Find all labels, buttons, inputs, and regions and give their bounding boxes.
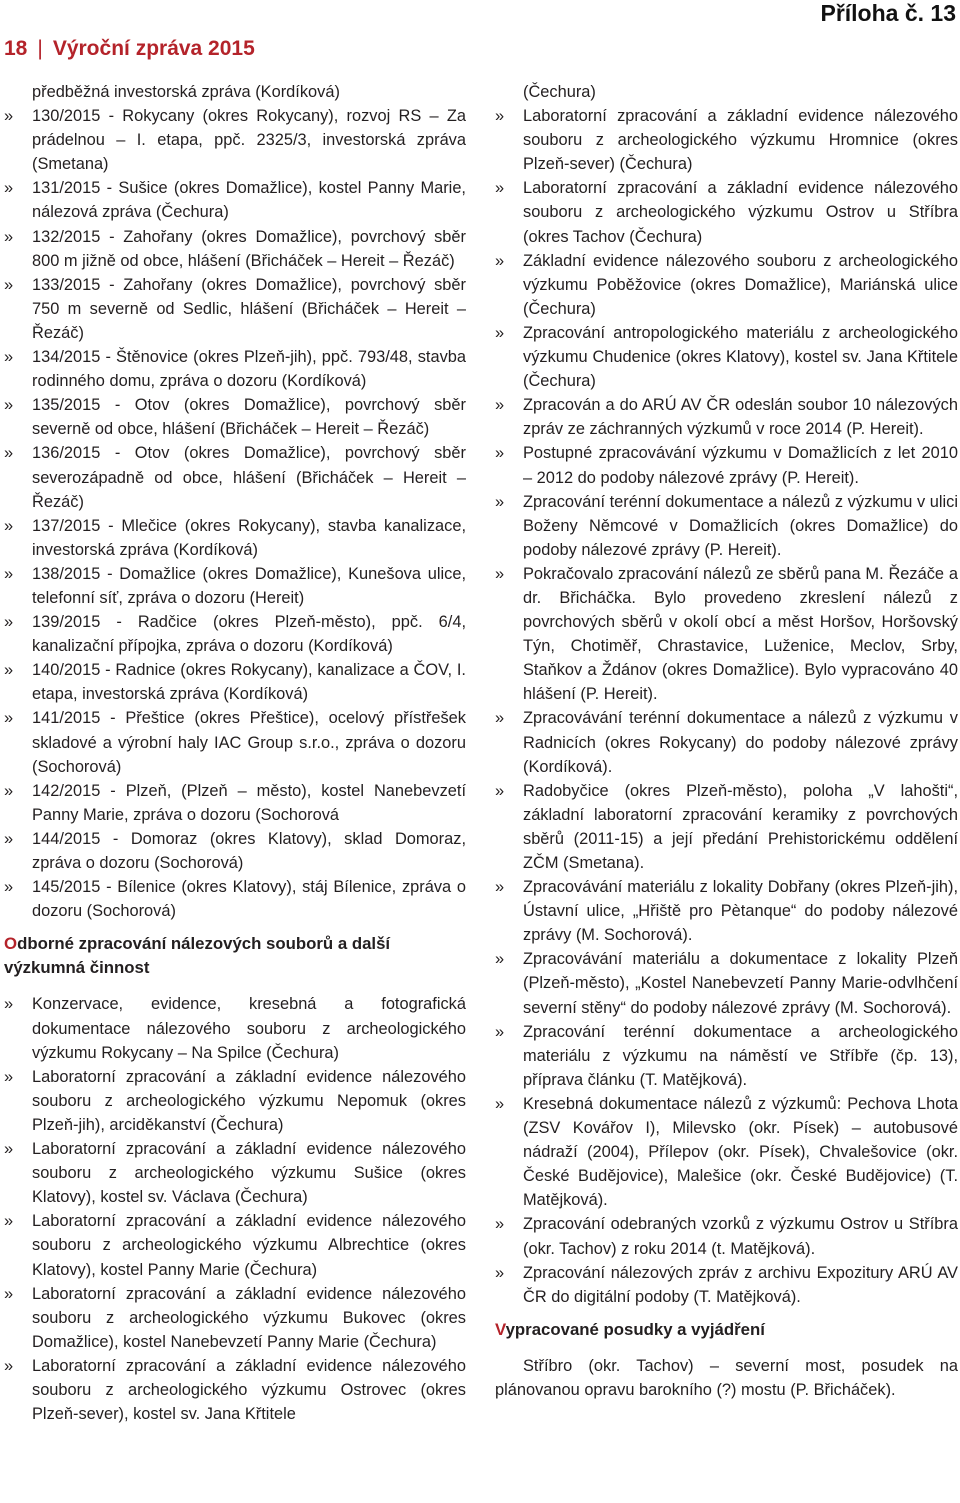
section-heading-initial: V — [495, 1319, 506, 1339]
bullet-marker: » — [4, 995, 14, 1014]
list-item: » Laboratorní zpracování a základní evidence nálezového souboru z archeologického výzkumu Bukovec (okres Domažlice), kostel Nanebevzetí Panny Marie (Čechura) — [4, 1282, 466, 1354]
bullet-marker: » — [4, 829, 14, 848]
bullet-marker: » — [495, 1094, 505, 1113]
list-item: » Postupné zpracovávání výzkumu v Domažlicích z let 2010 – 2012 do podoby nálezové zprávy (P. Hereit). — [495, 441, 958, 489]
assessment-paragraph: Stříbro (okr. Tachov) – severní most, posudek na plánovanou opravu barokního (?) mostu (P. Břicháček). — [495, 1356, 958, 1399]
bullet-marker: » — [495, 251, 505, 270]
list-item: » Zpracovávání materiálu a dokumentace z lokality Plzeň (Plzeň-město), „Kostel Nanebevzetí Panny Marie-odvlhčení severní stěny“ do podoby nálezové zprávy (M. Sochorová). — [495, 947, 958, 1019]
bullet-marker: » — [495, 179, 505, 198]
bullet-marker: » — [495, 1022, 505, 1041]
list-item: » Radobyčice (okres Plzeň-město), poloha „V lahošti“, základní laboratorní zpracování keramiky z povrchových sběrů (2011-15) a její předání Prehistorickému oddělení ZČM (Smetana). — [495, 779, 958, 875]
bullet-marker: » — [495, 396, 505, 415]
running-head — [4, 36, 255, 62]
list-item: » 145/2015 - Bílenice (okres Klatovy), stáj Bílenice, zpráva o dozoru (Sochorová) — [4, 875, 466, 923]
bullet-marker: » — [4, 396, 14, 415]
bullet-marker: » — [495, 323, 505, 342]
bullet-marker: » — [4, 179, 14, 198]
list-item: » Zpracovávání materiálu z lokality Dobřany (okres Plzeň-jih), Ústavní ulice, „Hřiště pro Pètanque“ do podoby nálezové zprávy (M. Sochorová). — [495, 875, 958, 947]
bullet-marker: » — [4, 107, 14, 126]
bullet-marker: » — [4, 781, 14, 800]
bullet-marker: » — [495, 107, 505, 126]
list-item: » 132/2015 - Zahořany (okres Domažlice), povrchový sběr 800 m jižně od obce, hlášení (Břicháček – Hereit – Řezáč) — [4, 225, 466, 273]
list-item: (Čechura) — [523, 83, 596, 101]
section-heading-initial: O — [4, 934, 18, 954]
list-item: » 140/2015 - Radnice (okres Rokycany), kanalizace a ČOV, I. etapa, investorská zpráva (Kordíková) — [4, 658, 466, 706]
list-item: » Zpracování terénní dokumentace a nálezů z výzkumu v ulici Boženy Němcové v Domažlicích (okres Domažlice) do podoby nálezové zprávy (P. Hereit). — [495, 490, 958, 562]
processing-list — [4, 992, 466, 1426]
list-item: » 137/2015 - Mlečice (okres Rokycany), stavba kanalizace, investorská zpráva (Kordíková) — [4, 514, 466, 562]
running-head-separator: | — [37, 37, 43, 60]
bullet-marker: » — [4, 1212, 14, 1231]
list-item: » 136/2015 - Otov (okres Domažlice), povrchový sběr severozápadně od obce, hlášení (Břicháček – Hereit – Řezáč) — [4, 441, 466, 513]
bullet-marker: » — [4, 878, 14, 897]
bullet-marker: » — [495, 950, 505, 969]
bullet-marker: » — [4, 444, 14, 463]
list-item: » Pokračovalo zpracování nálezů ze sběrů pana M. Řezáče a dr. Břicháčka. Bylo provedeno zkreslení nálezů z povrchových sběrů v okolí obcí a měst Horšov, Horšovský Týn, Chotiměř, Chrastavice, Luženice, Meclov, Srby, Staňkov a Ždánov (okres Domažlice). Bylo vypracováno 40 hlášení (P. Hereit). — [495, 562, 958, 707]
list-item: » 134/2015 - Štěnovice (okres Plzeň-jih), ppč. 793/48, stavba rodinného domu, zpráva o dozoru (Kordíková) — [4, 345, 466, 393]
bullet-marker: » — [4, 1140, 14, 1159]
bullet-marker: » — [495, 781, 505, 800]
bullet-marker: » — [4, 227, 14, 246]
list-item: » Laboratorní zpracování a základní evidence nálezového souboru z archeologického výzkumu Ostrovec (okres Plzeň-sever), kostel sv. Jana Křtitele — [4, 1354, 466, 1426]
list-item: » 135/2015 - Otov (okres Domažlice), povrchový sběr severně od obce, hlášení (Břicháček – Hereit – Řezáč) — [4, 393, 466, 441]
bullet-marker: » — [4, 1356, 14, 1375]
bullet-marker: » — [4, 348, 14, 367]
bullet-marker: » — [4, 661, 14, 680]
right-column — [495, 80, 958, 1402]
list-item: » 144/2015 - Domoraz (okres Klatovy), sklad Domoraz, zpráva o dozoru (Sochorová) — [4, 827, 466, 875]
list-item: » 130/2015 - Rokycany (okres Rokycany), rozvoj RS – Za prádelnou – I. etapa, ppč. 2325/3, investorská zpráva (Smetana) — [4, 104, 466, 176]
list-item: » Zpracován a do ARÚ AV ČR odeslán soubor 10 nálezových zpráv ze záchranných výzkumů v roce 2014 (P. Hereit). — [495, 393, 958, 441]
bullet-marker: » — [495, 444, 505, 463]
bullet-marker: » — [4, 275, 14, 294]
bullet-marker: » — [4, 613, 14, 632]
section-heading-processing: Odborné zpracování nálezových souborů a další výzkumná činnost — [4, 934, 391, 978]
processing-list-continued — [495, 80, 958, 1309]
list-item: předběžná investorská zpráva (Kordíková) — [32, 83, 340, 101]
bullet-marker: » — [4, 564, 14, 583]
list-item: » Laboratorní zpracování a základní evidence nálezového souboru z archeologického výzkumu Ostrov u Stříbra (okres Tachov (Čechura) — [495, 176, 958, 248]
list-item: » Kresebná dokumentace nálezů z výzkumů: Pechova Lhota (ZSV Kovářov I), Milevsko (okr. Písek) – autobusové nádraží (2004), Přílepov (okr. Písek), Chvalešovice (okr. České Budějovice), Malešice (okr. České Budějovice) (T. Matějková). — [495, 1092, 958, 1212]
bullet-marker: » — [495, 1263, 505, 1282]
bullet-marker: » — [495, 709, 505, 728]
bullet-marker: » — [4, 709, 14, 728]
bullet-marker: » — [495, 878, 505, 897]
report-title: Výroční zpráva 2015 — [52, 37, 255, 60]
left-column — [4, 80, 466, 1426]
list-item: » Laboratorní zpracování a základní evidence nálezového souboru z archeologického výzkumu Albrechtice (okres Klatovy), kostel Panny Marie (Čechura) — [4, 1209, 466, 1281]
list-item: » 139/2015 - Radčice (okres Plzeň-město), ppč. 6/4, kanalizační přípojka, zpráva o dozoru (Kordíková) — [4, 610, 466, 658]
bullet-marker: » — [4, 1067, 14, 1086]
list-item: » 138/2015 - Domažlice (okres Domažlice), Kunešova ulice, telefonní síť, zpráva o dozoru (Hereit) — [4, 562, 466, 610]
list-item: » Konzervace, evidence, kresebná a fotografická dokumentace nálezového souboru z archeologického výzkumu Rokycany – Na Spilce (Čechura) — [4, 992, 466, 1064]
list-item: » Zpracovávání terénní dokumentace a nálezů z výzkumu v Radnicích (okres Rokycany) do podoby nálezové zprávy (Kordíková). — [495, 706, 958, 778]
report-list — [4, 80, 466, 923]
list-item: » 133/2015 - Zahořany (okres Domažlice), povrchový sběr 750 m severně od Sedlic, hlášení (Břicháček – Hereit – Řezáč) — [4, 273, 466, 345]
page-number: 18 — [4, 37, 28, 60]
bullet-marker: » — [4, 1284, 14, 1303]
list-item: » Zpracování antropologického materiálu z archeologického výzkumu Chudenice (okres Klatovy), kostel sv. Jana Křtitele (Čechura) — [495, 321, 958, 393]
list-item: » Laboratorní zpracování a základní evidence nálezového souboru z archeologického výzkumu Sušice (okres Klatovy), kostel sv. Václava (Čechura) — [4, 1137, 466, 1209]
bullet-marker: » — [495, 1215, 505, 1234]
list-item: » Laboratorní zpracování a základní evidence nálezového souboru z archeologického výzkumu Hromnice (okres Plzeň-sever) (Čechura) — [495, 104, 958, 176]
bullet-marker: » — [495, 564, 505, 583]
list-item: » 131/2015 - Sušice (okres Domažlice), kostel Panny Marie, nálezová zpráva (Čechura) — [4, 176, 466, 224]
list-item: » Zpracování odebraných vzorků z výzkumu Ostrov u Stříbra (okr. Tachov) z roku 2014 (t. Matějková). — [495, 1212, 958, 1260]
section-heading-assessments: Vypracované posudky a vyjádření — [495, 1319, 765, 1339]
list-item: » Zpracování terénní dokumentace a archeologického materiálu z výzkumu na náměstí ve Stříbře (čp. 13), příprava článku (T. Matějková). — [495, 1020, 958, 1092]
bullet-marker: » — [4, 516, 14, 535]
list-item: » Základní evidence nálezového souboru z archeologického výzkumu Poběžovice (okres Domažlice), Mariánská ulice (Čechura) — [495, 249, 958, 321]
bullet-marker: » — [495, 492, 505, 511]
list-item: » Laboratorní zpracování a základní evidence nálezového souboru z archeologického výzkumu Nepomuk (okres Plzeň-jih), arciděkanství (Čechura) — [4, 1065, 466, 1137]
list-item: » Zpracování nálezových zpráv z archivu Expozitury ARÚ AV ČR do digitální podoby (T. Matějková). — [495, 1261, 958, 1309]
list-item: » 141/2015 - Přeštice (okres Přeštice), ocelový přístřešek skladové a výrobní haly IAC Group s.r.o., zpráva o dozoru (Sochorová) — [4, 706, 466, 778]
annex-label: Příloha č. 13 — [820, 0, 956, 26]
list-item: » 142/2015 - Plzeň, (Plzeň – město), kostel Nanebevzetí Panny Marie, zpráva o dozoru (Sochorová — [4, 779, 466, 827]
